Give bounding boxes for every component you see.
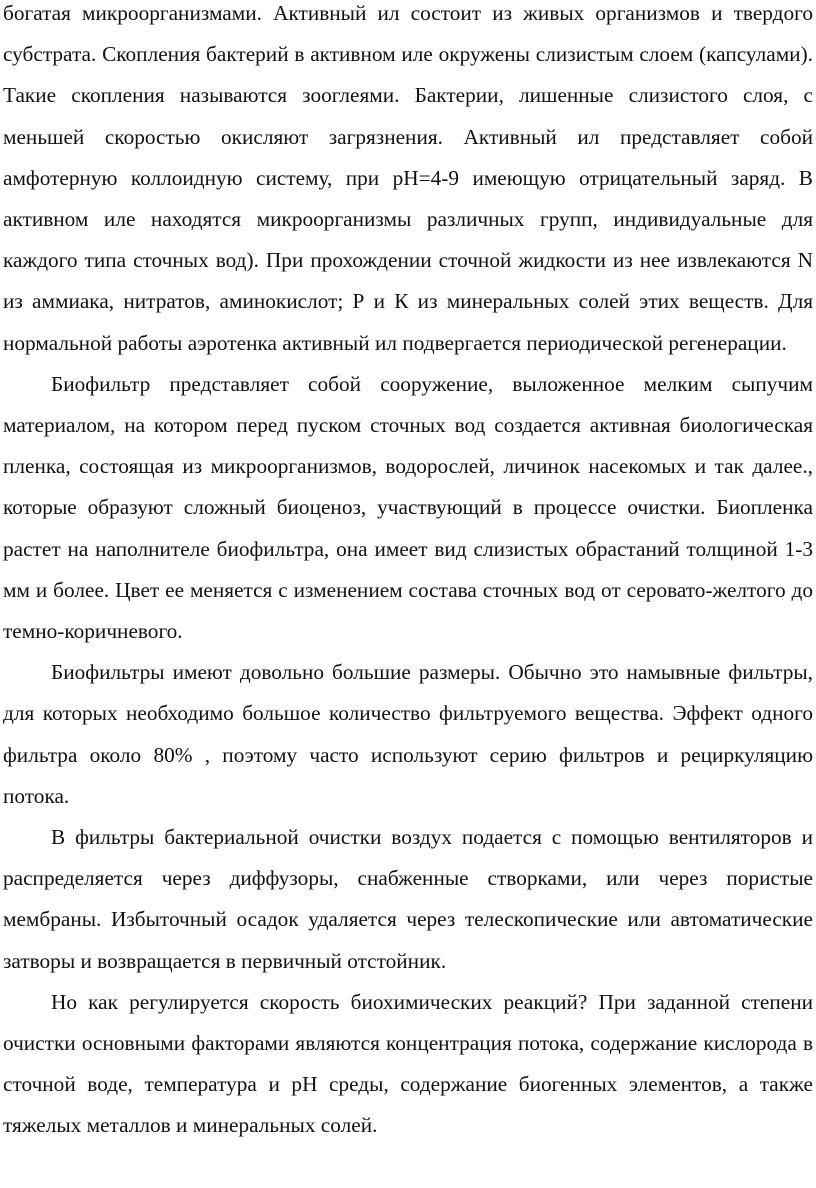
paragraph-biofilter-size: Биофильтры имеют довольно большие размеры. Обычно это намывные фильтры, для которых необходимо большое количество фильтруемого вещества. Эффект одного фильтра около 80% , поэтому часто используют серию фильтров и рециркуляцию потока.: [3, 660, 813, 808]
paragraph-reaction-rate: Но как регулируется скорость биохимических реакций? При заданной степени очистки основными факторами являются концентрация потока, содержание кислорода в сточной воде, температура и рН среды, содержание биогенных элементов, а также тяжелых металлов и минеральных солей.: [3, 989, 813, 1138]
paragraph-biofilter: Биофильтр представляет собой сооружение, выложенное мелким сыпучим материалом, на котором перед пуском сточных вод создается активная биологическая пленка, состоящая из микроорганизмов, водорослей, личинок насекомых и так далее., которые образуют сложный биоценоз, участвующий в процессе очистки. Биопленка растет на наполнителе биофильтра, она имеет вид слизистых обрастаний толщиной 1-3 мм и более. Цвет ее меняется с изменением состава сточных вод от серовато-желтого до темно-коричневого.: [3, 371, 813, 644]
paragraph-air-supply: В фильтры бактериальной очистки воздух подается с помощью вентиляторов и распределяется через диффузоры, снабженные створками, или через пористые мембраны. Избыточный осадок удаляется через телескопические или автоматические затворы и возвращается в первичный отстойник.: [3, 825, 813, 973]
paragraph-activated-sludge: богатая микроорганизмами. Активный ил состоит из живых организмов и твердого субстрата. Скопления бактерий в активном иле окружены слизистым слоем (капсулами). Такие скопления называются зооглеями. Бактерии, лишенные слизистого слоя, с меньшей скоростью окисляют загрязнения. Активный ил представляет собой амфотерную коллоидную систему, при рН=4-9 имеющую отрицательный заряд. В активном иле находятся микроорганизмы различных групп, индивидуальные для каждого типа сточных вод). При прохождении сточной жидкости из нее извлекаются N из аммиака, нитратов, аминокислот; Р и К из минеральных солей этих веществ. Для нормальной работы аэротенка активный ил подвергается периодической регенерации.: [3, 1, 813, 355]
